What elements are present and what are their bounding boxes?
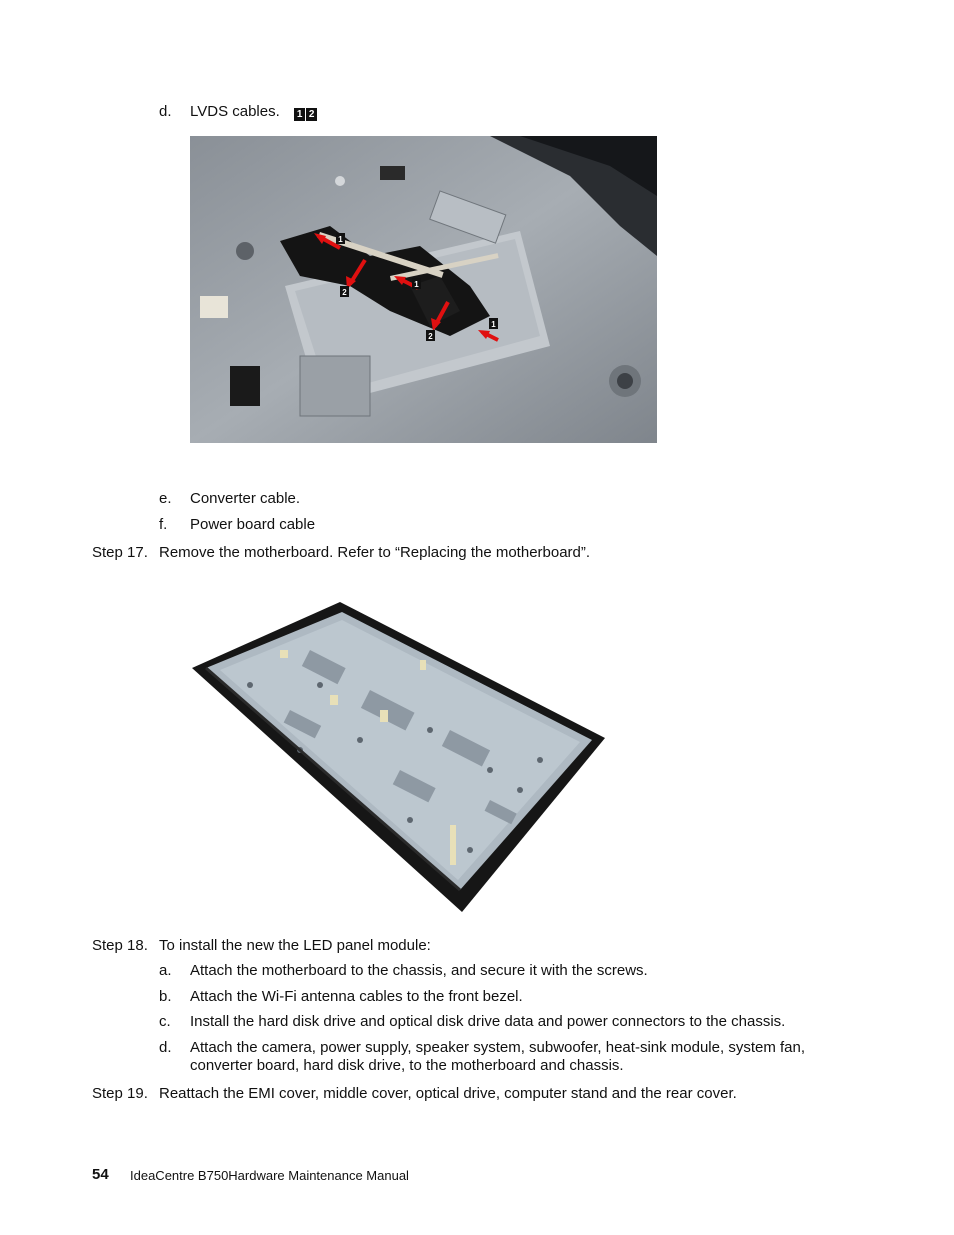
step-marker-row (92, 937, 148, 955)
list-marker: a. (159, 962, 172, 979)
photo-callout-label: 2 (428, 332, 433, 341)
step-text: Remove the motherboard. Refer to “Replacing the motherboard”. (159, 544, 591, 561)
photo-callout-label: 1 (491, 320, 496, 329)
photo-callout-label: 2 (342, 288, 347, 297)
photo-callout-label: 1 (414, 280, 419, 289)
step-text-row (159, 937, 431, 955)
step-text-row (159, 1085, 737, 1103)
list-marker: e. (159, 490, 172, 507)
footer (92, 1166, 109, 1184)
list-marker: b. (159, 988, 172, 1005)
list-marker: f. (159, 516, 168, 533)
list-item-text: Converter cable. (190, 490, 301, 507)
list-marker: d. (159, 1039, 172, 1056)
list-item-text: Attach the motherboard to the chassis, and secure it with the screws. (190, 962, 648, 979)
list-item-text: converter board, hard disk drive, to the motherboard and chassis. (190, 1057, 624, 1074)
list-marker: c. (159, 1013, 171, 1030)
step-marker-row (92, 544, 148, 562)
list-marker-row (159, 516, 167, 534)
photo-callout-label: 1 (338, 235, 343, 244)
led-panel-illustration (190, 590, 610, 915)
footer-title: IdeaCentre B750Hardware Maintenance Manual (130, 1168, 409, 1183)
callout-badge: 2 (306, 108, 317, 121)
list-marker-row (159, 1013, 171, 1031)
list-item (190, 988, 523, 1006)
list-item-text-row (190, 103, 318, 121)
list-item-text: LVDS cables. (190, 103, 280, 120)
step-marker: Step 18. (92, 937, 148, 954)
list-item-text: Power board cable (190, 516, 316, 533)
list-item-text: Install the hard disk drive and optical disk drive data and power connectors to the chassis. (190, 1013, 786, 1030)
lvds-cables-photo (190, 136, 657, 443)
list-item-text: Attach the Wi-Fi antenna cables to the front bezel. (190, 988, 523, 1005)
lvds-photo-illustration (190, 136, 657, 443)
page-number: 54 (92, 1166, 109, 1183)
list-item-continuation (190, 1057, 624, 1075)
footer-title-row (130, 1167, 409, 1185)
step-text-row (159, 544, 590, 562)
step-text: To install the new the LED panel module: (159, 937, 431, 954)
step-text: Reattach the EMI cover, middle cover, optical drive, computer stand and the rear cover. (159, 1085, 737, 1102)
list-item (190, 962, 648, 980)
list-item (190, 516, 315, 534)
list-marker-row (159, 988, 172, 1006)
step-marker: Step 17. (92, 544, 148, 561)
list-item (190, 1013, 785, 1031)
led-panel-photo (190, 590, 610, 915)
callout-badge: 1 (294, 108, 305, 121)
list-marker-row (159, 962, 172, 980)
step-marker-row (92, 1085, 148, 1103)
list-marker-row (159, 490, 172, 508)
list-marker-row (159, 1039, 172, 1057)
list-item (159, 103, 172, 121)
step-marker: Step 19. (92, 1085, 148, 1102)
list-marker: d. (159, 103, 172, 120)
list-item (190, 490, 300, 508)
list-item-text: Attach the camera, power supply, speaker system, subwoofer, heat-sink module, system fan, (190, 1039, 806, 1056)
list-item (190, 1039, 805, 1057)
